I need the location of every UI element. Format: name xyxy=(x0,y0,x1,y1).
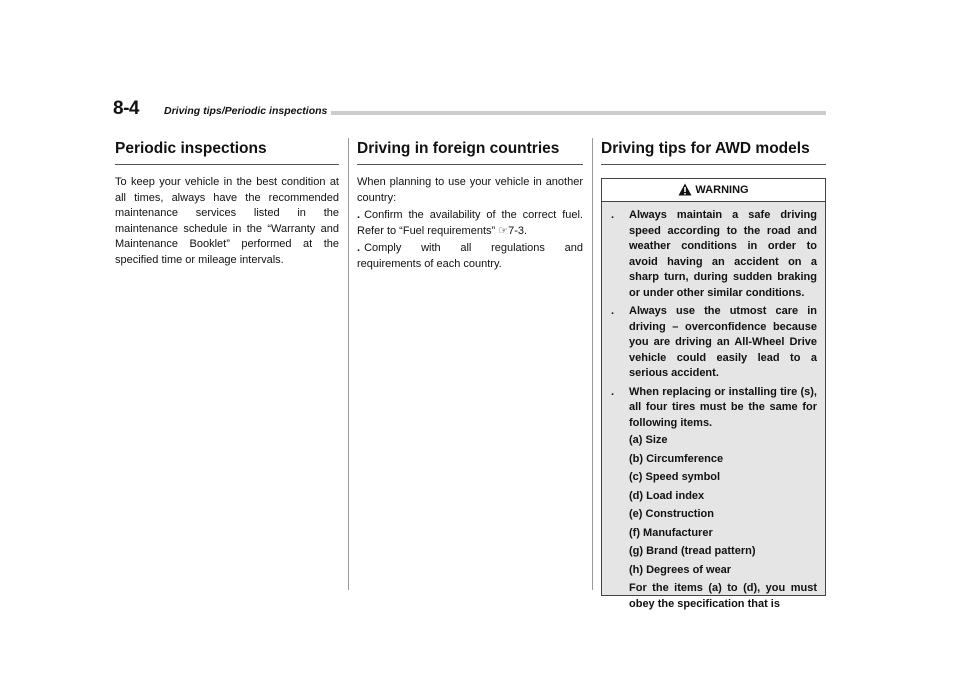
awd-tips-heading: Driving tips for AWD models xyxy=(601,138,826,165)
page-header xyxy=(113,98,826,122)
periodic-inspections-text: To keep your vehicle in the best condition at all times, always have the recommended maintenance services listed in the maintenance schedule in the “Warranty and Maintenance Booklet” performed at the specified time or mileage intervals. xyxy=(115,176,339,266)
list-item: . Always maintain a safe driving speed according to the road and weather conditions in order to avoid having an accident on a sharp turn, during sudden braking or under other similar conditions. xyxy=(611,209,817,299)
page-number: 8-4 xyxy=(113,98,139,119)
list-item: (e) Construction xyxy=(629,508,714,520)
warning-label: WARNING xyxy=(695,184,749,196)
header-rule xyxy=(331,111,826,115)
bullet-icon: . xyxy=(357,209,361,221)
foreign-countries-intro: When planning to use your vehicle in another country: xyxy=(357,176,583,204)
list-item: (a) Size xyxy=(629,434,668,446)
list-item: (d) Load index xyxy=(629,489,705,502)
bullet-icon: . xyxy=(357,242,361,254)
list-item: (f) Manufacturer xyxy=(629,526,713,539)
list-item: . When replacing or installing tire (s), all four tires must be the same for following items. (a) Size (b) Circumference (c) Speed symbol (d) Load index (e) Construction (f) Manufacturer (g) Brand (tread pattern) (h) Degrees of wear For the items (a) to (d), you must obey the specification that is xyxy=(611,385,817,613)
list-item: . Comply with all regulations and requirements of each country. xyxy=(357,242,583,270)
warning-box xyxy=(601,178,826,610)
warning-header xyxy=(602,179,825,202)
periodic-inspections-heading: Periodic inspections xyxy=(115,138,339,165)
section-title: Driving tips/Periodic inspections xyxy=(164,105,328,117)
warning-body xyxy=(602,202,825,612)
list-item: (g) Brand (tread pattern) xyxy=(629,545,756,557)
tire-criteria-list xyxy=(629,433,817,612)
list-item: (c) Speed symbol xyxy=(629,471,721,483)
closing-text: For the items (a) to (d), you must obey the specification that is xyxy=(629,582,817,610)
foreign-countries-column xyxy=(357,138,583,272)
list-item: (h) Degrees of wear xyxy=(629,563,732,576)
column-divider xyxy=(348,138,349,590)
awd-tips-column xyxy=(601,138,826,610)
warning-triangle-icon xyxy=(678,183,692,196)
bullet-icon: . xyxy=(611,305,615,317)
list-item: (b) Circumference xyxy=(629,452,724,465)
foreign-countries-heading: Driving in foreign countries xyxy=(357,138,583,165)
bullet-icon: . xyxy=(611,209,615,221)
periodic-inspections-column xyxy=(115,138,339,268)
column-divider xyxy=(592,138,593,590)
list-item: . Always use the utmost care in driving – overconfidence because you are driving an All-Wheel Drive vehicle could easily lead to a serious accident. xyxy=(611,305,817,379)
list-item: . Confirm the availability of the correct fuel. Refer to “Fuel requirements” ☞7-3. xyxy=(357,209,583,237)
bullet-icon: . xyxy=(611,385,615,398)
